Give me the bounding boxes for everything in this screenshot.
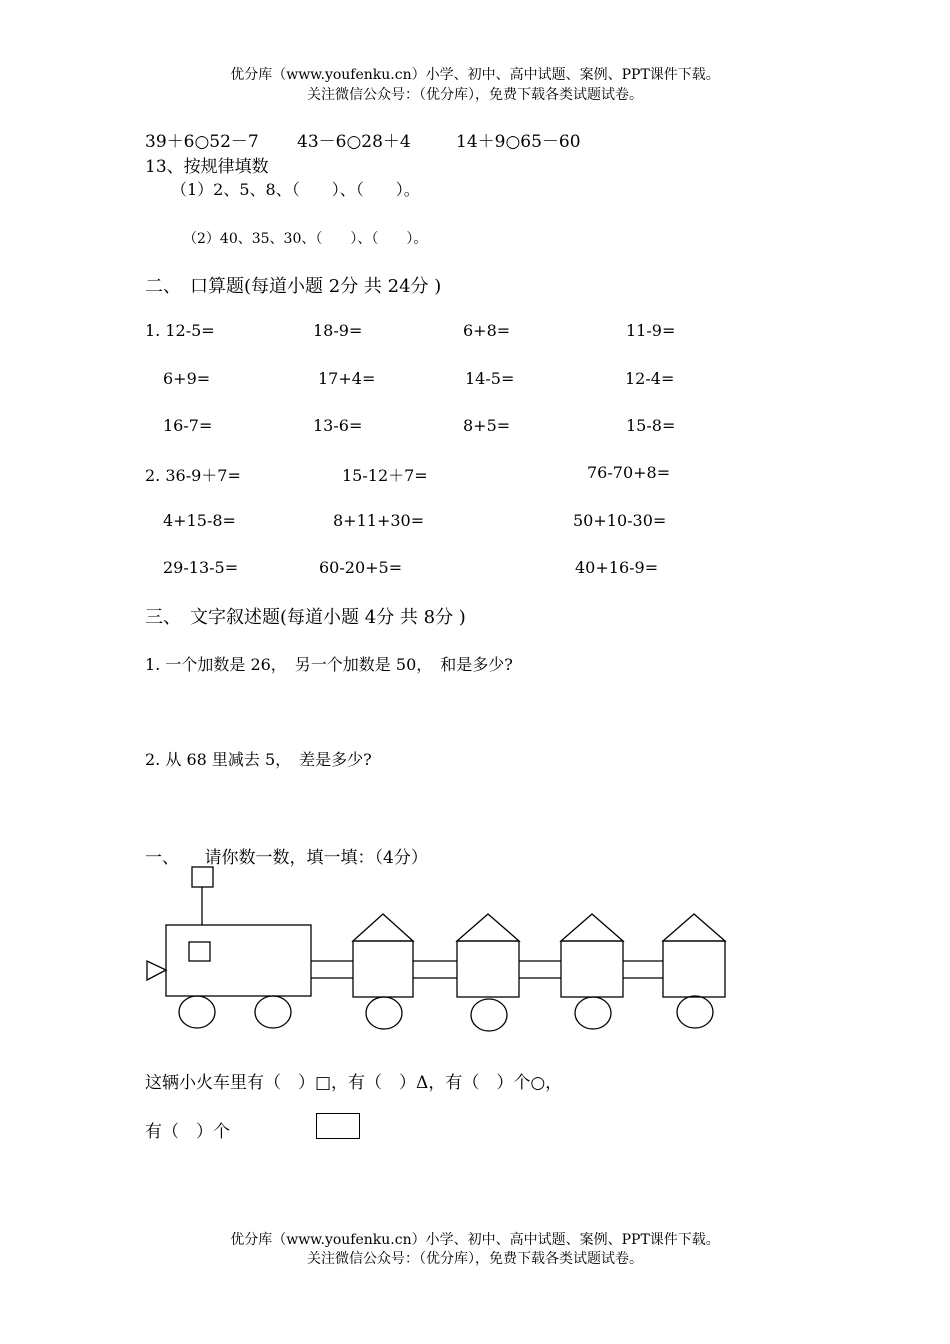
car-roof-triangle xyxy=(353,914,413,941)
wheel xyxy=(366,997,402,1029)
calc-item: 11-9= xyxy=(626,321,676,340)
calc-item: 29-13-5= xyxy=(163,558,239,577)
calc-item: 8+11+30= xyxy=(333,511,425,530)
car-roof-triangle xyxy=(663,914,725,941)
engine-body xyxy=(166,925,311,996)
compare-item-2: 43－6○28＋4 xyxy=(297,132,411,152)
calc-item: 17+4= xyxy=(318,369,376,388)
word-problem-1: 1. 一个加数是 26， 另一个加数是 50， 和是多少? xyxy=(145,655,513,674)
q13-title: 13、按规律填数 xyxy=(145,157,269,177)
section-1-title: 一、 请你数一数，填一填：（4分） xyxy=(145,848,428,868)
q13-part-2: （2）40、35、30、（ ）、（ ）。 xyxy=(183,231,428,247)
word-problem-2: 2. 从 68 里减去 5， 差是多少? xyxy=(145,750,372,769)
rectangle-shape xyxy=(316,1113,360,1139)
calc-item: 6+9= xyxy=(163,369,211,388)
calc-item: 14-5= xyxy=(465,369,515,388)
calc-item: 13-6= xyxy=(313,416,363,435)
chimney-square xyxy=(192,867,213,887)
calc-item: 50+10-30= xyxy=(573,511,667,530)
calc-item: 16-7= xyxy=(163,416,213,435)
car-roof-triangle xyxy=(561,914,623,941)
compare-item-1: 39＋6○52－7 xyxy=(145,132,259,152)
car-roof-triangle xyxy=(457,914,519,941)
header-line-2: 关注微信公众号：（优分库），免费下载各类试题试卷。 xyxy=(307,87,643,103)
q13-part-1: （1）2、5、8、（ ）、（ ）。 xyxy=(171,180,420,199)
car-body xyxy=(561,941,623,997)
header-line-1: 优分库（www.youfenku.cn）小学、初中、高中试题、案例、PPT课件下载。 xyxy=(230,67,720,83)
calc-item: 15-8= xyxy=(626,416,676,435)
car-body xyxy=(457,941,519,997)
compare-item-3: 14＋9○65－60 xyxy=(456,132,581,152)
calc-item: 12-4= xyxy=(625,369,675,388)
calc-item: 15-12＋7= xyxy=(342,466,428,485)
wheel xyxy=(471,999,507,1031)
calc-item: 60-20+5= xyxy=(319,558,403,577)
section-2-title: 二、 口算题(每道小题 2分 共 24分 ) xyxy=(145,276,442,297)
calc-item: 8+5= xyxy=(463,416,511,435)
footer-line-2: 关注微信公众号：（优分库），免费下载各类试题试卷。 xyxy=(307,1251,643,1267)
calc-item: 40+16-9= xyxy=(575,558,659,577)
calc-item: 6+8= xyxy=(463,321,511,340)
answer-line-1: 这辆小火车里有（ ）□，有（ ）Δ，有（ ）个○， xyxy=(145,1073,563,1093)
calc-item: 76-70+8= xyxy=(587,463,671,482)
calc-item: 1. 12-5= xyxy=(145,321,215,340)
answer-line-2: 有（ ）个 xyxy=(145,1122,230,1142)
footer-line-1: 优分库（www.youfenku.cn）小学、初中、高中试题、案例、PPT课件下载。 xyxy=(230,1232,720,1248)
wheel xyxy=(255,996,291,1028)
calc-item: 2. 36-9＋7= xyxy=(145,466,241,485)
car-body xyxy=(353,941,413,997)
engine-window xyxy=(189,942,210,961)
wheel xyxy=(179,996,215,1028)
calc-item: 18-9= xyxy=(313,321,363,340)
section-3-title: 三、 文字叙述题(每道小题 4分 共 8分 ) xyxy=(145,607,466,628)
calc-item: 4+15-8= xyxy=(163,511,236,530)
wheel xyxy=(677,996,713,1028)
front-triangle xyxy=(147,961,166,980)
wheel xyxy=(575,997,611,1029)
car-body xyxy=(663,941,725,997)
